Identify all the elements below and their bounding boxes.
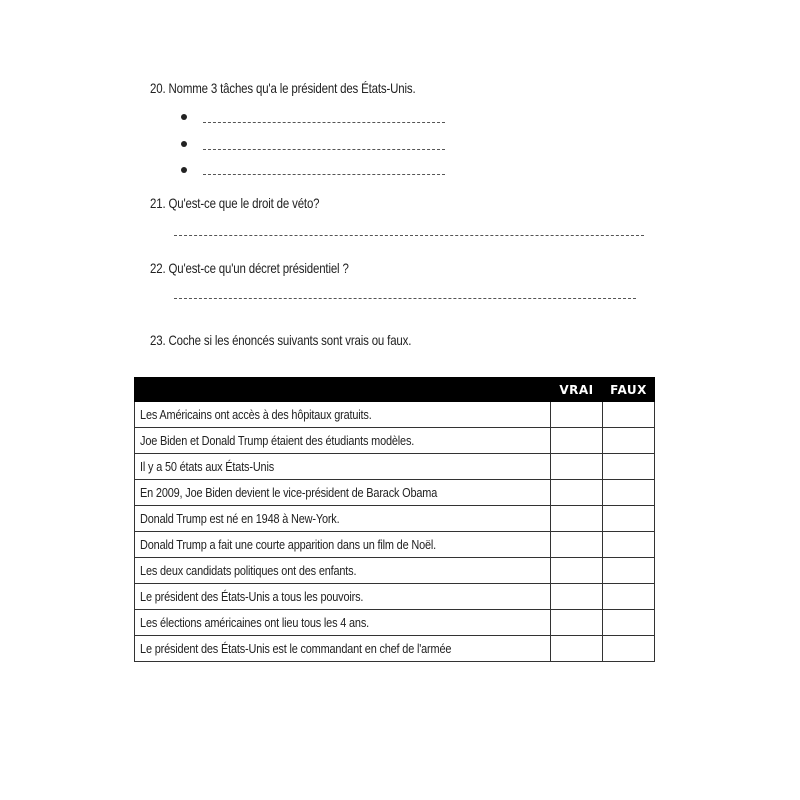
faux-checkbox-cell[interactable] (603, 558, 655, 584)
vrai-checkbox-cell[interactable] (551, 428, 603, 454)
faux-checkbox-cell[interactable] (603, 636, 655, 662)
vrai-checkbox-cell[interactable] (551, 506, 603, 532)
vrai-checkbox-cell[interactable] (551, 402, 603, 428)
faux-checkbox-cell[interactable] (603, 610, 655, 636)
answer-bullet-3 (181, 163, 187, 177)
answer-line-22[interactable] (174, 298, 636, 299)
vrai-checkbox-cell[interactable] (551, 584, 603, 610)
statement-text: Le président des États-Unis est le commandant en chef de l'armée (140, 641, 452, 656)
question-23: 23. Coche si les énoncés suivants sont vrais ou faux. (150, 332, 412, 348)
statement-text: Les Américains ont accès à des hôpitaux gratuits. (140, 407, 372, 422)
statement-cell (135, 480, 551, 506)
table-row (135, 558, 655, 584)
table-row (135, 428, 655, 454)
statement-text: Les deux candidats politiques ont des enfants. (140, 563, 357, 578)
statement-text: Le président des États-Unis a tous les pouvoirs. (140, 589, 364, 604)
statement-cell (135, 428, 551, 454)
statement-text: Les élections américaines ont lieu tous les 4 ans. (140, 615, 369, 630)
statement-cell (135, 610, 551, 636)
table-row (135, 402, 655, 428)
faux-checkbox-cell[interactable] (603, 428, 655, 454)
question-22: 22. Qu'est-ce qu'un décret présidentiel ? (150, 260, 349, 276)
statement-text: En 2009, Joe Biden devient le vice-président de Barack Obama (140, 485, 438, 500)
header-vrai: VRAI (551, 378, 603, 402)
vrai-checkbox-cell[interactable] (551, 558, 603, 584)
statement-text: Donald Trump est né en 1948 à New-York. (140, 511, 340, 526)
faux-checkbox-cell[interactable] (603, 584, 655, 610)
statement-text: Donald Trump a fait une courte apparition dans un film de Noël. (140, 537, 437, 552)
faux-checkbox-cell[interactable] (603, 454, 655, 480)
statement-text: Il y a 50 états aux États-Unis (140, 459, 274, 474)
table-row (135, 480, 655, 506)
table-header-row (135, 378, 655, 402)
answer-bullet-2 (181, 137, 187, 151)
answer-line-3[interactable] (203, 174, 445, 175)
vrai-checkbox-cell[interactable] (551, 610, 603, 636)
answer-line-2[interactable] (203, 149, 445, 150)
question-20: 20. Nomme 3 tâches qu'a le président des États-Unis. (150, 80, 416, 96)
statement-cell (135, 532, 551, 558)
question-21: 21. Qu'est-ce que le droit de véto? (150, 195, 320, 211)
faux-checkbox-cell[interactable] (603, 402, 655, 428)
faux-checkbox-cell[interactable] (603, 480, 655, 506)
bullet-icon (181, 141, 187, 147)
table-row (135, 454, 655, 480)
statement-cell (135, 402, 551, 428)
statement-cell (135, 584, 551, 610)
table-row (135, 506, 655, 532)
statement-cell (135, 636, 551, 662)
faux-checkbox-cell[interactable] (603, 506, 655, 532)
vrai-checkbox-cell[interactable] (551, 480, 603, 506)
statement-cell (135, 506, 551, 532)
answer-line-21[interactable] (174, 235, 644, 236)
faux-checkbox-cell[interactable] (603, 532, 655, 558)
answer-line-1[interactable] (203, 122, 445, 123)
vrai-checkbox-cell[interactable] (551, 636, 603, 662)
table-row (135, 636, 655, 662)
table-row (135, 532, 655, 558)
header-statement (135, 378, 551, 402)
true-false-table (134, 377, 655, 662)
table-row (135, 610, 655, 636)
header-faux: FAUX (603, 378, 655, 402)
statement-cell (135, 558, 551, 584)
answer-bullet-1 (181, 110, 187, 124)
statement-cell (135, 454, 551, 480)
table-row (135, 584, 655, 610)
vrai-checkbox-cell[interactable] (551, 454, 603, 480)
statement-text: Joe Biden et Donald Trump étaient des étudiants modèles. (140, 433, 415, 448)
vrai-checkbox-cell[interactable] (551, 532, 603, 558)
bullet-icon (181, 167, 187, 173)
bullet-icon (181, 114, 187, 120)
